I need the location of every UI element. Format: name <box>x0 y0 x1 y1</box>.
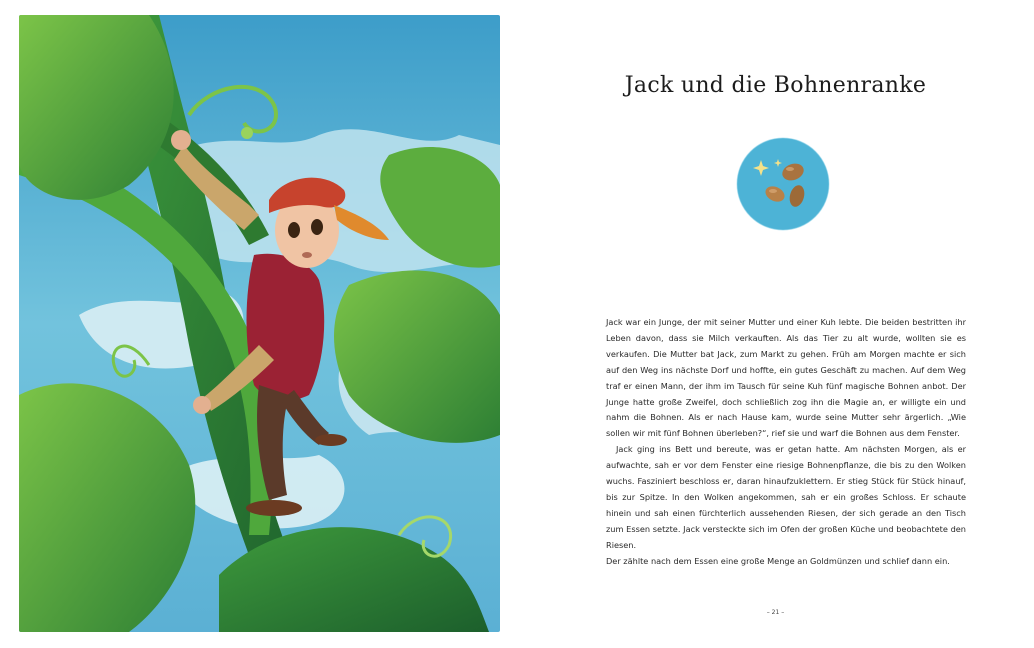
story-paragraph: Der zählte nach dem Essen eine große Menge an Goldmünzen und schlief dann ein. <box>606 555 950 566</box>
magic-beans-icon <box>735 136 831 232</box>
story-paragraph: Jack war ein Junge, der mit seiner Mutter und einer Kuh lebte. Die beiden bestritten ihr Leben davon, dass sie Milch verkauften. Als das Tier zu alt wurde, wollten sie es verkaufen. Die Mutter bat Jack, zum Markt zu gehen. Früh am Morgen machte er sich auf den Weg ins nächste Dorf und hoffte, ein gutes Geschäft zu machen. Auf dem Weg traf er einen Mann, der ihm im Tausch für seine Kuh fünf magische Bohnen anbot. Der Junge hatte große Zweifel, doch schließlich zog ihn die Magie an, er willigte ein und nahm die Bohnen. Als er nach Hause kam, wurde seine Mutter sehr ärgerlich. „Wie sollen wir mit fünf Bohnen überleben?“, rief sie und warf die Bohnen aus dem Fenster. <box>606 317 966 439</box>
story-paragraph: Jack ging ins Bett und bereute, was er getan hatte. Am nächsten Morgen, als er aufwachte, sah er vor dem Fenster eine riesige Bohnenpflanze, die bis zu den Wolken wuchs. Fasziniert beschloss er, daran hinaufzuklettern. Er stieg Stück für Stück hinauf, bis zur Spitze. In den Wolken angekommen, sah er ein großes Schloss. Er schaute hinein und sah einen fürchterlich aussehenden Riesen, der sich gerade an den Tisch zum Essen setzte. Jack versteckte sich im Ofen der großen Küche und beobachtete den Riesen. <box>606 444 966 550</box>
right-page <box>517 0 1034 648</box>
story-text <box>606 315 966 570</box>
boy-climbing-beanstalk-illustration <box>19 15 500 632</box>
story-title: Jack und die Bohnenranke <box>624 72 927 98</box>
page-number: – 21 – <box>766 609 785 616</box>
